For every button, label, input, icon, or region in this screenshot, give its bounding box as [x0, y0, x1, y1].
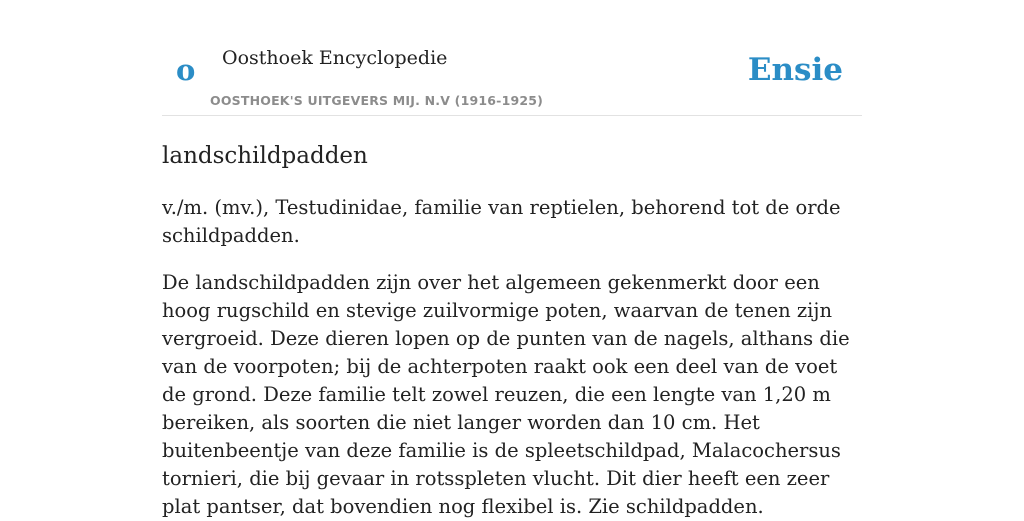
entry-description: De landschildpadden zijn over het algemeen gekenmerkt door een hoog rugschild en stevige zuilvormige poten, waarvan de tenen zijn vergroeid. Deze dieren lopen op de punten van de nagels, althans die van de voorpoten; bij de achterpoten raakt ook een deel van de voet de grond. Deze familie telt zowel reuzen, die een lengte van 1,20 m bereiken, als soorten die niet langer worden dan 10 cm. Het buitenbeentje van deze familie is de spleetschildpad, Malacochersus tornieri, die bij gevaar in rotsspleten vlucht. Dit dier heeft een zeer plat pantser, dat bovendien nog flexibel is. Zie schildpadden.: [162, 271, 850, 518]
entry-title: landschildpadden: [162, 143, 368, 169]
page-content: [162, 0, 862, 521]
ensie-logo[interactable]: Ensie: [747, 52, 843, 88]
source-logo-icon[interactable]: o: [176, 53, 196, 87]
source-title[interactable]: Oosthoek Encyclopedie: [222, 47, 448, 69]
source-header: [162, 0, 862, 116]
entry-definition: v./m. (mv.), Testudinidae, familie van reptielen, behorend tot de orde schildpadden.: [162, 196, 841, 247]
source-publisher: OOSTHOEK'S UITGEVERS MIJ. N.V (1916-1925): [210, 93, 544, 108]
